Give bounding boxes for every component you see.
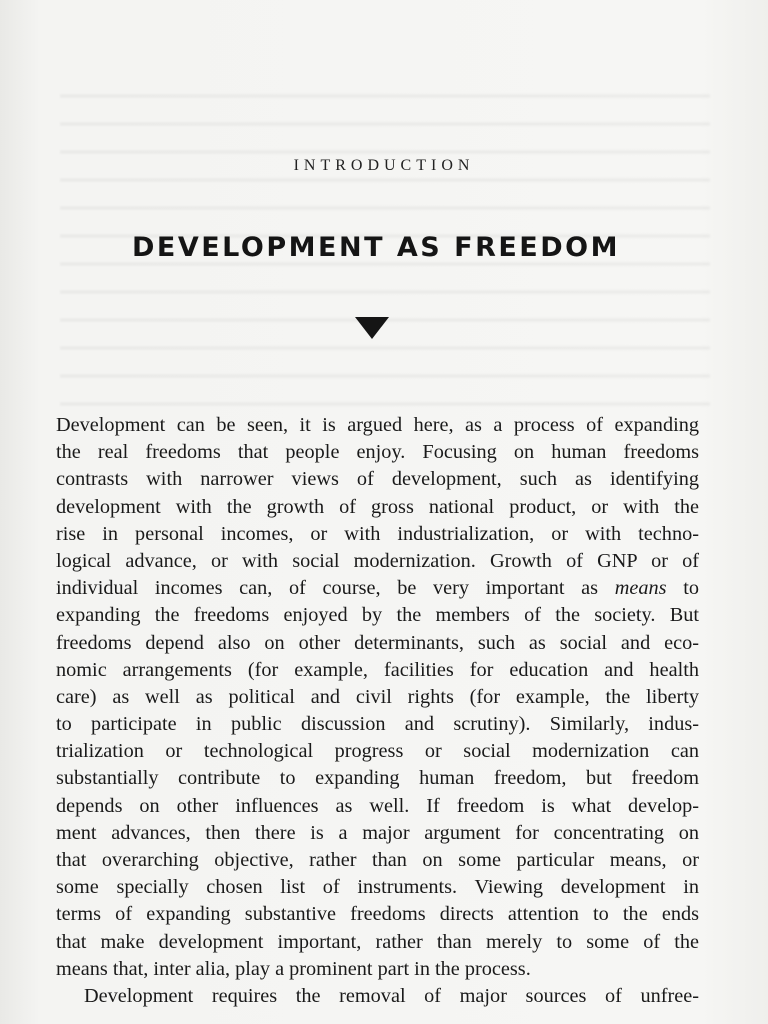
text-line: means that, inter alia, play a prominent part in the process. [56, 957, 531, 980]
text-line: some specially chosen list of instruments. Viewing development in [56, 876, 699, 899]
text-line: contrasts with narrower views of development, such as identifying [56, 468, 699, 491]
text-line: rise in personal incomes, or with industrialization, or with techno- [56, 522, 699, 545]
chapter-title: DEVELOPMENT AS FREEDOM [131, 232, 620, 263]
text-line: to participate in public discussion and scrutiny). Similarly, indus- [56, 713, 699, 736]
text-line: ment advances, then there is a major argument for concentrating on [56, 821, 699, 844]
body-text [56, 412, 699, 1010]
text-line: freedoms depend also on other determinants, such as social and eco- [56, 631, 699, 654]
text-line: development with the growth of gross national product, or with the [56, 495, 699, 518]
text-line: trialization or technological progress or social modernization can [56, 740, 699, 763]
text-line: depends on other influences as well. If freedom is what develop- [56, 794, 699, 817]
text-line: logical advance, or with social modernization. Growth of GNP or of [56, 549, 699, 572]
text-line: terms of expanding substantive freedoms directs attention to the ends [56, 903, 699, 926]
text-line: the real freedoms that people enjoy. Focusing on human freedoms [56, 441, 699, 464]
text-segment: to [666, 577, 699, 600]
ornament-triangle-icon [355, 317, 389, 339]
text-line: expanding the freedoms enjoyed by the members of the society. But [56, 604, 699, 627]
emphasis-means: means [614, 577, 667, 600]
text-line: that overarching objective, rather than on some particular means, or [56, 849, 699, 871]
text-line: that make development important, rather than merely to some of the [56, 930, 699, 953]
chapter-label: INTRODUCTION [293, 157, 475, 174]
text-line: Development can be seen, it is argued here, as a process of expanding [56, 414, 699, 436]
text-segment: individual incomes can, of course, be very important as [56, 577, 615, 600]
text-line [56, 575, 699, 602]
text-line: care) as well as political and civil rights (for example, the liberty [56, 685, 699, 708]
text-line: nomic arrangements (for example, facilities for education and health [56, 658, 699, 681]
text-line: Development requires the removal of major sources of unfree- [84, 984, 699, 1007]
text-line: substantially contribute to expanding human freedom, but freedom [56, 767, 699, 790]
